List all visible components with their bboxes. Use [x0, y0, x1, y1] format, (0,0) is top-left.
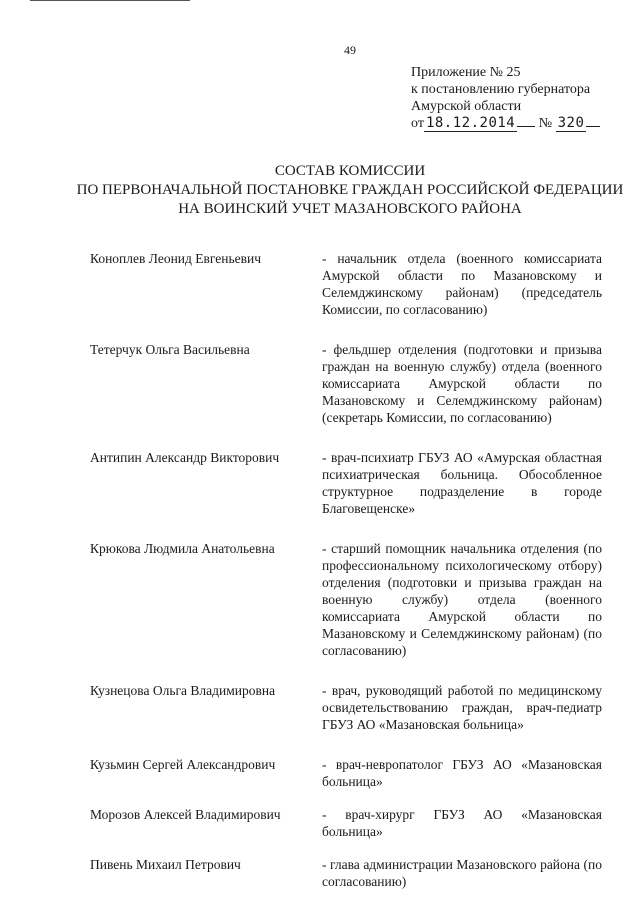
member-row	[90, 449, 602, 517]
member-role: - начальник отдела (военного комиссариата Амурской области по Мазановскому и Селемджинскому районам) (председатель Комиссии, по согласованию)	[322, 251, 602, 317]
member-name: Тетерчук Ольга Васильевна	[90, 342, 250, 357]
member-role: - врач-психиатр ГБУЗ АО «Амурская областная психиатрическая больница. Обособленное структурное подразделение в городе Благовещенске»	[322, 450, 602, 516]
member-row	[90, 756, 602, 790]
decree-date: 18.12.2014	[425, 115, 516, 131]
member-role: - врач, руководящий работой по медицинскому освидетельствованию граждан, врач-педиатр ГБУЗ АО «Мазановская больница»	[322, 683, 602, 732]
member-name: Пивень Михаил Петрович	[90, 857, 241, 872]
title-line-2: ПО ПЕРВОНАЧАЛЬНОЙ ПОСТАНОВКЕ ГРАЖДАН РОССИЙСКОЙ ФЕДЕРАЦИИ	[76, 182, 624, 198]
number-underline	[586, 126, 600, 127]
member-row	[90, 341, 602, 426]
member-name: Коноплев Леонид Евгеньевич	[90, 251, 261, 266]
appendix-header	[411, 64, 626, 132]
appendix-title: Приложение № 25	[411, 65, 521, 80]
member-role: - врач-невропатолог ГБУЗ АО «Мазановская больница»	[322, 757, 602, 789]
title-line-3: НА ВОИНСКИЙ УЧЕТ МАЗАНОВСКОГО РАЙОНА	[178, 201, 522, 217]
member-name: Антипин Александр Викторович	[90, 450, 280, 465]
member-name: Кузнецова Ольга Владимировна	[90, 683, 276, 698]
member-row	[90, 250, 602, 318]
member-role: - глава администрации Мазановского района (по согласованию)	[322, 857, 602, 889]
member-name: Крюкова Людмила Анатольевна	[90, 541, 275, 556]
date-prefix: от	[411, 116, 424, 131]
date-underline	[517, 126, 535, 127]
member-role: - врач-хирург ГБУЗ АО «Мазановская больница»	[322, 807, 602, 839]
title-line-1: СОСТАВ КОМИССИИ	[274, 163, 426, 179]
member-row	[90, 806, 602, 840]
member-row	[90, 540, 602, 659]
appendix-decree-reference: к постановлению губернатора	[411, 82, 591, 97]
member-row	[90, 856, 602, 890]
document-title	[0, 162, 640, 219]
member-name: Кузьмин Сергей Александрович	[90, 757, 276, 772]
commission-members-list	[90, 250, 602, 890]
number-prefix: №	[538, 116, 553, 131]
member-role: - фельдшер отделения (подготовки и призыва граждан на военную службу) отдела (военного комиссариата Амурской области по Мазановскому и Селемджинскому районам) (секретарь Комиссии, по согласованию)	[322, 342, 602, 425]
page-number: 49	[344, 43, 356, 57]
member-role: - старший помощник начальника отделения (по профессиональному психологическому отбору) отделения (подготовки и призыва граждан на военную службу) отдела (военного комиссариата Амурской области по Мазановскому и Селемджинскому районам) (по согласованию)	[322, 541, 602, 658]
appendix-region: Амурской области	[411, 99, 522, 114]
page-top-edge-line	[30, 0, 190, 1]
member-name: Морозов Алексей Владимирович	[90, 807, 281, 822]
decree-number: 320	[557, 115, 585, 131]
appendix-date-row	[411, 115, 626, 132]
member-row	[90, 682, 602, 733]
